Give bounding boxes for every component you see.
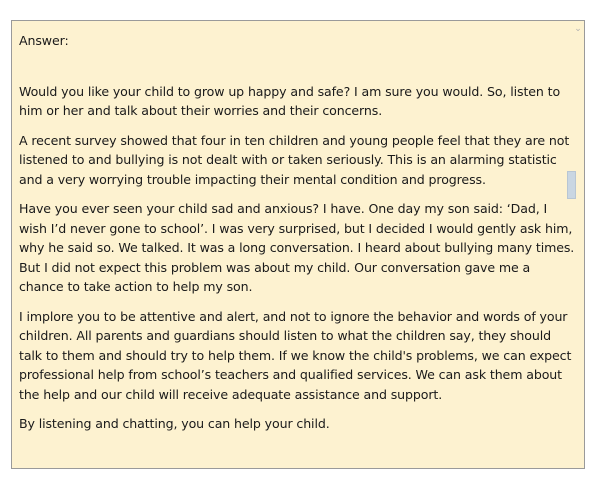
answer-label: Answer: xyxy=(19,33,69,48)
scrollbar-thumb[interactable] xyxy=(567,171,576,199)
answer-content xyxy=(19,31,575,444)
paragraph-2: A recent survey showed that four in ten children and young people feel that they are not listened to and bullying is not dealt with or taken seriously. This is an alarming statistic and a very worrying trouble impacting their mental condition and progress. xyxy=(19,132,570,187)
answer-textbox[interactable] xyxy=(11,20,585,469)
paragraph-3: Have you ever seen your child sad and anxious? I have. One day my son said: ‘Dad, I wish I’d never gone to school’. I was very surprised, but I decided I would gently ask him, why he said so. We talked. It was a long conversation. I heard about bullying many times. But I did not expect this problem was about my child. Our conversation gave me a chance to take action to help my son. xyxy=(19,201,575,294)
paragraph-4: I implore you to be attentive and alert, and not to ignore the behavior and words of your children. All parents and guardians should listen to what the children say, they should talk to them and should try to help them. If we know the child's problems, we can expect professional help from school’s teachers and qualified services. We can ask them about the help and our child will receive adequate assistance and support. xyxy=(19,308,572,402)
paragraph-5: By listening and chatting, you can help your child. xyxy=(19,416,330,431)
paragraph-1: Would you like your child to grow up happy and safe? I am sure you would. So, listen to him or her and talk about their worries and their concerns. xyxy=(19,83,561,118)
chevron-down-icon[interactable]: ⌄ xyxy=(574,24,582,34)
